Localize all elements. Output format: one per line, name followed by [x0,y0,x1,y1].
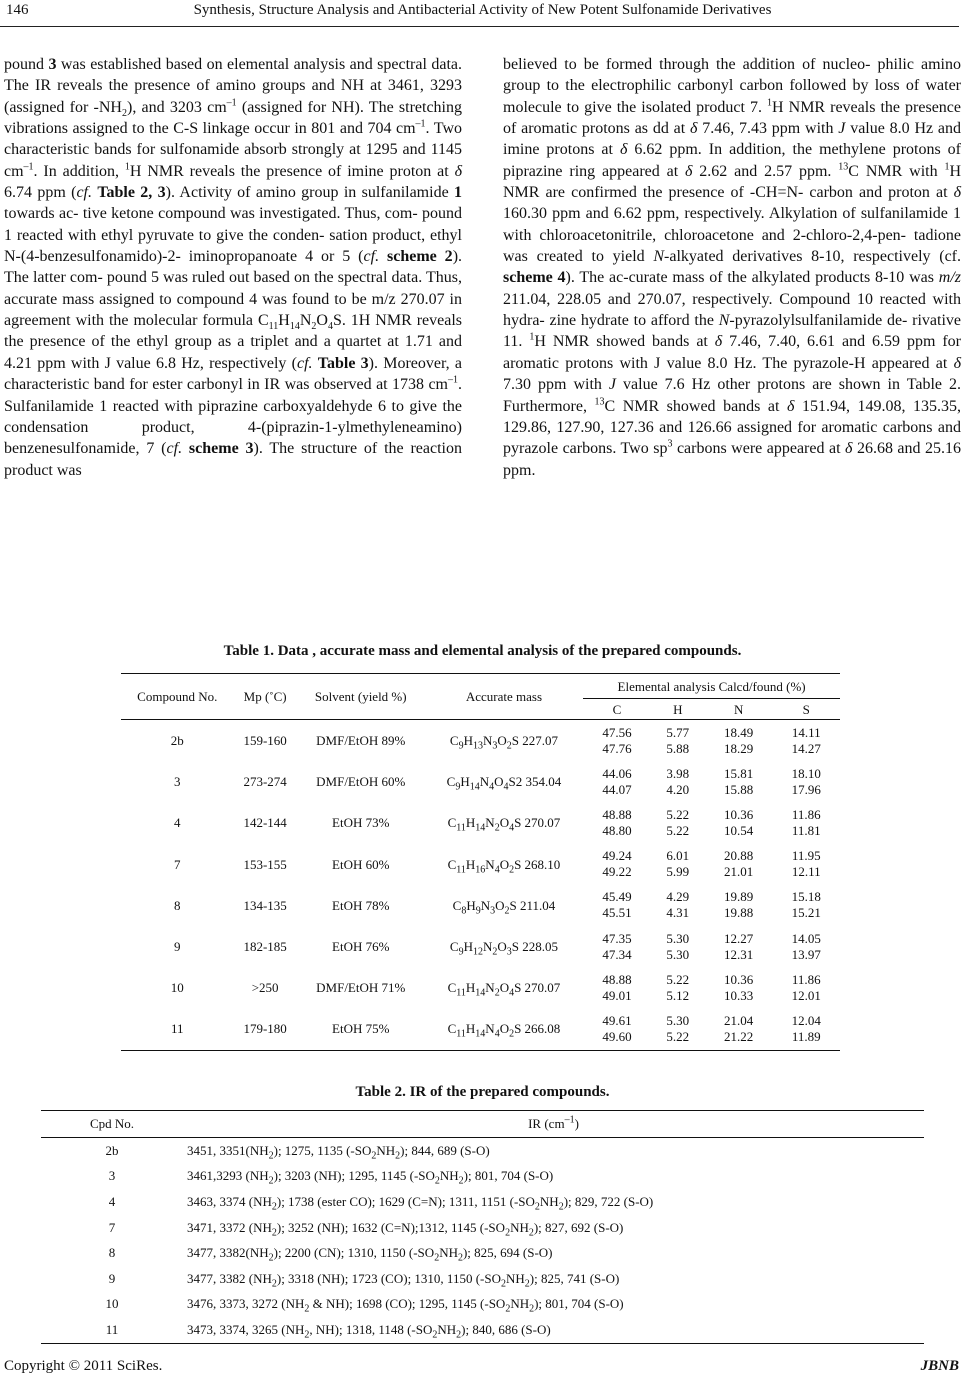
cell-c: 49.61 49.60 [583,1008,650,1050]
cell-mass: $C_{11}H_{16}N_4O_2S$ 268.10 [447,856,561,876]
cell-c: 44.06 44.07 [602,765,632,797]
cell-mp: 134-135 [243,897,287,913]
cell-h: 5.30 5.30 [666,930,690,962]
cell-ir: 3451, $3351(NH_2)$; 1275, 1135 $(-SO_2NH_2)$; 844, 689 (S-O) [187,1142,490,1162]
cell-h: 4.29 4.31 [666,889,690,921]
cell-solvent: EtOH 60% [332,856,390,872]
cell-c: 47.56 47.76 [602,724,632,756]
cell-mp: 182-185 [243,939,287,955]
cell-n: 19.89 19.88 [724,889,754,921]
cell-cpd: 9 [108,1270,116,1286]
cell-solvent: DMF/EtOH 89% [316,733,406,749]
cell-compound: 11 [121,1008,234,1050]
cell-c: 49.24 49.22 [602,848,632,880]
page-number: 146 [6,2,29,18]
cell-compound: 8 [174,897,181,913]
page-header [0,0,965,36]
cell-s: 11.95 12.11 [791,848,821,880]
cell-s: 12.04 11.89 [772,1008,840,1050]
cell-s: 18.10 17.96 [791,765,821,797]
cell-ir: 3477, 3382 $(NH_2)$; 3318 (NH); 1723 (CO); 1310, 1150 $(-SO_2NH_2)$; 825, 741 (S-O) [187,1270,620,1290]
cell-h: 5.30 5.22 [651,1008,705,1050]
cell-cpd: 2b [105,1142,119,1158]
table-row [121,926,840,967]
journal-name: JBNB [920,1358,959,1374]
cell-mp: >250 [251,980,279,996]
cell-h: 5.77 5.88 [666,724,690,756]
page-footer [0,1358,965,1380]
header-rule [0,26,959,27]
cell-mass: $C_9H_{14}N_4O_4S2$ 354.04 [446,774,562,793]
cell-mp: 159-160 [243,733,287,749]
col-header-cpd: Cpd No. [41,1111,183,1138]
cell-ir: 3471, 3372 $(NH_2)$; 3252 (NH); 1632 (C=N);1312, 1145 $(-SO_2NH_2)$; 827, 692 (S-O) [187,1219,624,1239]
cell-mass: $C_{11}H_{14}N_2O_4S$ 270.07 [447,815,561,835]
cell-h: 5.22 5.12 [666,971,690,1003]
cell-solvent: EtOH 73% [332,815,390,831]
cell-h: 6.01 5.99 [666,848,690,880]
cell-mp: 142-144 [243,815,287,831]
cell-s: 14.05 13.97 [791,930,821,962]
cell-mp: 153-155 [243,856,287,872]
cell-mp: 179-180 [234,1008,297,1050]
cell-cpd: 8 [108,1245,116,1261]
copyright: Copyright © 2011 SciRes. [4,1358,163,1374]
cell-n: 10.36 10.54 [724,806,754,838]
table-row [41,1215,924,1241]
cell-mass: $C_9H_{12}N_2O_3S$ 228.05 [449,939,558,958]
col-header-h: H [651,699,705,720]
table-row [41,1292,924,1318]
table-row [121,802,840,843]
col-header-n: N [705,699,772,720]
cell-mass: $C_{11}H_{14}N_4O_2S$ 266.08 [425,1008,583,1050]
cell-mass: $C_9H_{13}N_3O_2S$ 227.07 [449,733,558,752]
table-row [121,967,840,1008]
table1 [121,673,840,1051]
table-row [41,1317,924,1343]
cell-solvent: DMF/EtOH 60% [316,774,406,790]
body-column-left [4,54,462,481]
cell-ir: 3461,3293 $(NH_2)$; 3203 (NH); 1295, 1145 $(-SO_2NH_2)$; 801, 704 (S-O) [187,1168,554,1187]
table-row [121,1008,840,1050]
table-row [41,1240,924,1266]
cell-cpd: 4 [108,1193,116,1209]
table-row [121,844,840,885]
cell-s: 11.86 12.01 [791,971,821,1003]
cell-ir: 3477, $3382(NH_2)$; 2200 (CN); 1310, 1150 $(-SO_2NH_2)$; 825, 694 (S-O) [187,1245,553,1264]
cell-c: 45.49 45.51 [602,889,632,921]
running-title: Synthesis, Structure Analysis and Antibacterial Activity of New Potent Sulfonamide Derivatives [193,2,772,18]
table2 [41,1110,924,1344]
cell-compound: 4 [174,815,181,831]
cell-mass: $C_{11}H_{14}N_2O_4S$ 270.07 [447,980,561,999]
col-header-ir: IR $(cm^{-1})$ [183,1111,924,1138]
table-row [121,761,840,802]
cell-mass: $C_8H_9N_3O_2S$ 211.04 [452,897,556,917]
cell-s: 11.86 11.81 [791,806,821,838]
table-row [121,720,840,762]
table-row [41,1164,924,1190]
cell-h: 3.98 4.20 [666,765,690,797]
cell-cpd: 7 [108,1219,116,1235]
cell-ir: 3476, 3373, 3272 ($NH_2$ & NH); 1698 (CO); 1295, 1145 $(-SO_2NH_2)$; 801, 704 (S-O) [187,1296,624,1315]
cell-solvent: EtOH 75% [297,1008,425,1050]
body-paragraph: believed to be formed through the addition of nucleo- philic amino group to the electrophilic carbonyl carbon followed by loss of water molecule to give the isolated product 7. $^1$H NMR reveals the presence of aromatic protons as dd at δ 7.46, 7.43 ppm with J value 8.0 Hz and imine protons at δ 6.62 ppm. In addition, the methylene protons of piprazine ring appeared at δ 2.62 and 2.57 ppm. $^{13}$C NMR with $^1$H NMR are confirmed the presence of -CH=N- carbon and proton at δ 160.30 ppm and 6.62 ppm, respectively. Alkylation of sulfanilamide 1 with chloroacetonitrile, chloroacetone and 2-chloro-2,4-pen- tadione was created to yield N-alkyated derivatives 8-10, respectively (cf. scheme 4). The ac-curate mass of the alkylated products 8-10 was m/z 211.04, 228.05 and 270.07, respectively. Compound 10 reacted with hydra- zine hydrate to afford the N-pyrazolylsulfanilamide de- rivative 11. $^1$H NMR showed bands at δ 7.46, 7.40, 6.61 and 6.59 ppm for aromatic protons with J value 8.0 Hz. The pyrazole-H appeared at δ 7.30 ppm with J value 7.6 Hz other protons are shown in Table 2. Furthermore, $^{13}$C NMR showed bands at δ 151.94, 149.08, 135.35, 129.86, 127.90, 127.36 and 126.66 assigned for aromatic carbons and pyrazole carbons. Two $sp^3$ carbons were appeared at δ 26.68 and 25.16 ppm. [503,56,962,479]
cell-cpd: 10 [105,1296,119,1312]
cell-solvent: EtOH 76% [332,939,390,955]
cell-c: 48.88 49.01 [602,971,632,1003]
cell-n: 12.27 12.31 [724,930,754,962]
cell-compound: 2b [170,733,184,749]
cell-c: 47.35 47.34 [602,930,632,962]
cell-n: 21.04 21.22 [705,1008,772,1050]
col-header-compound: Compound No. [121,674,234,720]
cell-solvent: EtOH 78% [332,897,390,913]
cell-n: 10.36 10.33 [724,971,754,1003]
body-paragraph: pound 3 was established based on elemental analysis and spectral data. The IR reveals the presence of amino groups and NH at 3461, 3293 (assigned for $-NH_2$), and 3203 $cm^{-1}$ (assigned for NH). The stretching vibrations assigned to the C-S linkage occur in 801 and 704 $cm^{-1}$. Two characteristic bands for sulfonamide absorb strongly at 1295 and 1145 $cm^{-1}$. In addition, $^1$H NMR reveals the presence of imine proton at δ 6.74 ppm (cf. Table 2, 3). Activity of amino group in sulfanilamide 1 towards ac- tive ketone compound was investigated. Thus, com- pound 1 reacted with ethyl pyruvate to give the conden- sation product, ethyl N-(4-benzesulfonamido)-2- iminopropanoate 4 or 5 (cf. scheme 2). The latter com- pound 5 was ruled out based on the spectral data. Thus, accurate mass assigned to compound 4 was found to be m/z 270.07 in agreement with the molecular formula $C_{11}H_{14}N_2O_4S$. 1H NMR reveals the presence of the ethyl group as a triplet and a quartet at 1.71 and 4.21 ppm with J value 6.8 Hz, respectively (cf. Table 3). Moreover, a characteristic band for ester carbonyl in IR was observed at 1738 $cm^{-1}$. Sulfanilamide 1 reacted with piprazine carboxyaldehyde 6 to give the condensation product, 4-(piprazin-1-ylmethyleneamino) benzenesulfonamide, 7 (cf. scheme 3). The structure of the reaction product was [4,56,463,479]
table-row [121,885,840,926]
col-header-mass: Accurate mass [425,674,583,720]
col-header-c: C [583,699,650,720]
cell-h: 5.22 5.22 [666,806,690,838]
cell-compound: 10 [170,980,184,996]
table-row [41,1266,924,1292]
cell-cpd: 3 [108,1168,116,1184]
col-header-s: S [772,699,840,720]
cell-ir: 3473, 3374, 3265 ($NH_2$, NH); 1318, 1148 $(-SO_2NH_2)$; 840, 686 (S-O) [183,1317,924,1343]
table1-caption: Table 1. Data , accurate mass and elemental analysis of the prepared compounds. [223,643,742,659]
cell-c: 48.88 48.80 [602,806,632,838]
cell-solvent: DMF/EtOH 71% [316,980,406,996]
col-header-mp: Mp (˚C) [234,674,297,720]
body-column-right [503,54,961,481]
cell-compound: 7 [174,856,181,872]
table-row [41,1189,924,1215]
cell-n: 20.88 21.01 [724,848,754,880]
cell-s: 15.18 15.21 [791,889,821,921]
cell-mp: 273-274 [243,774,287,790]
cell-n: 15.81 15.88 [724,765,754,797]
cell-cpd: 11 [41,1317,183,1343]
cell-n: 18.49 18.29 [724,724,754,756]
cell-s: 14.11 14.27 [791,724,821,756]
cell-ir: 3463, 3374 $(NH_2)$; 1738 (ester CO); 1629 (C=N); 1311, 1151 $(-SO_2NH_2)$; 829, 722 (S-O) [187,1193,654,1213]
col-header-solvent: Solvent (yield %) [297,674,425,720]
cell-compound: 9 [174,939,181,955]
col-header-elemental: Elemental analysis Calcd/found (%) [583,674,840,699]
table-row [41,1138,924,1164]
cell-compound: 3 [174,774,181,790]
table2-caption: Table 2. IR of the prepared compounds. [355,1084,610,1100]
